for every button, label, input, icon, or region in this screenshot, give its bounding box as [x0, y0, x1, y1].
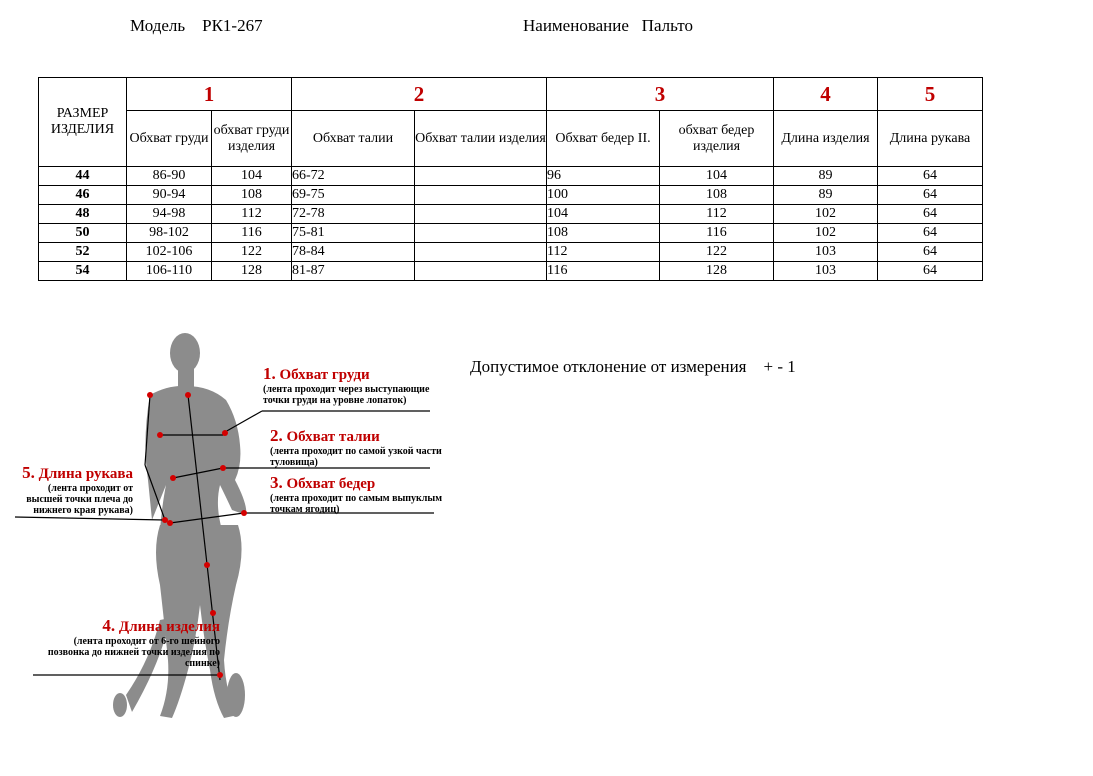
- group-3-header: 3: [547, 78, 774, 111]
- waist-num: 2.: [270, 426, 283, 445]
- measurement-diagram: [0, 320, 470, 740]
- size-cell: 44: [39, 167, 127, 186]
- table-cell: 103: [774, 262, 878, 281]
- table-cell: 102: [774, 205, 878, 224]
- table-cell: 128: [212, 262, 292, 281]
- table-cell: 122: [212, 243, 292, 262]
- table-cell: 108: [660, 186, 774, 205]
- size-cell: 54: [39, 262, 127, 281]
- size-cell: 48: [39, 205, 127, 224]
- table-row: [39, 186, 983, 205]
- table-cell: 90-94: [127, 186, 212, 205]
- col-hips: Обхват бедер II.: [547, 111, 660, 167]
- table-cell: 112: [547, 243, 660, 262]
- length-num: 4.: [102, 616, 116, 635]
- col-waist-garment: Обхват талии изделия: [415, 111, 547, 167]
- table-cell: 106-110: [127, 262, 212, 281]
- length-title: Длина изделия: [118, 619, 220, 635]
- table-cell: 116: [212, 224, 292, 243]
- col-chest: Обхват груди: [127, 111, 212, 167]
- group-5-header: 5: [878, 78, 983, 111]
- table-cell: 128: [660, 262, 774, 281]
- hips-num: 3.: [270, 473, 283, 492]
- col-hips-garment: обхват бедер изделия: [660, 111, 774, 167]
- table-cell: [415, 186, 547, 205]
- table-cell: 89: [774, 186, 878, 205]
- table-cell: 64: [878, 167, 983, 186]
- tolerance-label: Допустимое отклонение от измерения: [470, 357, 747, 376]
- measure-label-chest: [263, 364, 443, 406]
- tolerance-value: + - 1: [763, 357, 796, 376]
- table-cell: [415, 224, 547, 243]
- table-cell: [415, 262, 547, 281]
- size-cell: 46: [39, 186, 127, 205]
- table-cell: 116: [660, 224, 774, 243]
- col-garment-length: Длина изделия: [774, 111, 878, 167]
- chest-num: 1.: [263, 364, 276, 383]
- table-cell: 64: [878, 262, 983, 281]
- model-label: [130, 16, 263, 36]
- table-cell: 89: [774, 167, 878, 186]
- sleeve-title: Длина рукава: [38, 466, 133, 482]
- waist-title: Обхват талии: [286, 429, 380, 445]
- size-table-body: [39, 167, 983, 281]
- hips-desc: (лента проходит по самым выпуклым точкам ягодиц): [270, 493, 443, 515]
- product-name-label: [523, 16, 693, 36]
- table-cell: [415, 243, 547, 262]
- table-cell: 96: [547, 167, 660, 186]
- size-cell: 50: [39, 224, 127, 243]
- chest-desc: (лента проходит через выступающие точки груди на уровне лопаток): [263, 384, 430, 406]
- table-cell: 102: [774, 224, 878, 243]
- measure-label-hips: [270, 473, 460, 515]
- col-sleeve-length: Длина рукава: [878, 111, 983, 167]
- model-label-text: Модель: [130, 16, 186, 35]
- table-row: [39, 262, 983, 281]
- col-waist: Обхват талии: [292, 111, 415, 167]
- table-cell: 104: [660, 167, 774, 186]
- table-cell: 102-106: [127, 243, 212, 262]
- table-cell: 66-72: [292, 167, 415, 186]
- table-cell: 81-87: [292, 262, 415, 281]
- product-name-label-text: Наименование: [523, 16, 629, 35]
- table-row: [39, 243, 983, 262]
- table-cell: 103: [774, 243, 878, 262]
- hips-title: Обхват бедер: [286, 476, 376, 492]
- size-header: РАЗМЕР ИЗДЕЛИЯ: [39, 78, 127, 167]
- sleeve-num: 5.: [22, 463, 35, 482]
- table-row: [39, 167, 983, 186]
- size-table: [38, 77, 983, 281]
- table-cell: 94-98: [127, 205, 212, 224]
- table-row: [39, 224, 983, 243]
- model-value: РК1-267: [202, 16, 263, 35]
- table-cell: 104: [547, 205, 660, 224]
- table-cell: 64: [878, 243, 983, 262]
- length-desc: (лента проходит от 6-го шейного позвонка до нижней точки изделия по спинке): [47, 636, 220, 669]
- measure-label-sleeve: [15, 463, 133, 516]
- group-2-header: 2: [292, 78, 547, 111]
- tolerance-note: [470, 357, 796, 377]
- table-cell: 64: [878, 224, 983, 243]
- table-cell: 100: [547, 186, 660, 205]
- size-cell: 52: [39, 243, 127, 262]
- table-cell: 98-102: [127, 224, 212, 243]
- table-cell: [415, 167, 547, 186]
- table-cell: 112: [660, 205, 774, 224]
- table-cell: 122: [660, 243, 774, 262]
- table-cell: 108: [547, 224, 660, 243]
- table-cell: 112: [212, 205, 292, 224]
- table-cell: 69-75: [292, 186, 415, 205]
- table-cell: 64: [878, 205, 983, 224]
- col-chest-garment: обхват груди изделия: [212, 111, 292, 167]
- table-cell: 72-78: [292, 205, 415, 224]
- table-row: [39, 205, 983, 224]
- table-cell: 116: [547, 262, 660, 281]
- product-name-value: Пальто: [641, 16, 693, 35]
- table-cell: [415, 205, 547, 224]
- table-cell: 108: [212, 186, 292, 205]
- sleeve-desc: (лента проходит от высшей точки плеча до нижнего края рукава): [26, 483, 133, 516]
- waist-desc: (лента проходит по самой узкой части туловища): [270, 446, 442, 468]
- group-1-header: 1: [127, 78, 292, 111]
- table-cell: 75-81: [292, 224, 415, 243]
- table-cell: 104: [212, 167, 292, 186]
- group-4-header: 4: [774, 78, 878, 111]
- measure-label-waist: [270, 426, 445, 468]
- measure-label-length: [40, 616, 220, 669]
- table-cell: 86-90: [127, 167, 212, 186]
- table-cell: 78-84: [292, 243, 415, 262]
- table-cell: 64: [878, 186, 983, 205]
- chest-title: Обхват груди: [279, 367, 370, 383]
